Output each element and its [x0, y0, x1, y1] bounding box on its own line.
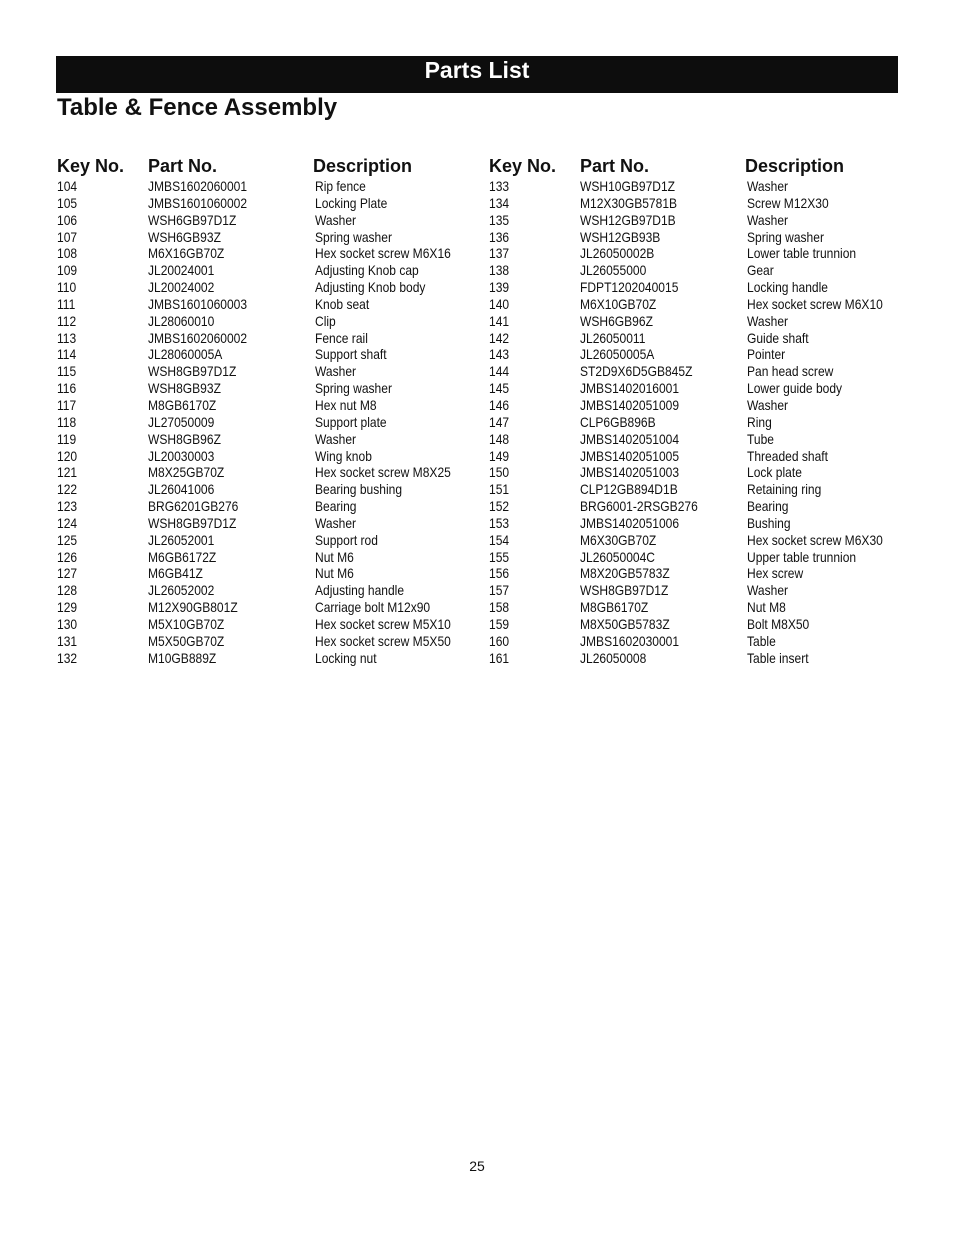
table-row: [489, 330, 909, 347]
description-cell: Hex screw: [747, 565, 804, 582]
description-cell: Table: [747, 632, 776, 649]
table-row: [489, 565, 909, 582]
description-cell: Support rod: [315, 531, 378, 548]
table-row: [489, 296, 909, 313]
key-no-cell: 159: [489, 615, 510, 632]
table-row: [57, 363, 477, 380]
table-row: [489, 549, 909, 566]
description-cell: Support shaft: [315, 346, 387, 363]
table-row: [57, 532, 477, 549]
part-no-cell: ST2D9X6D5GB845Z: [580, 363, 693, 380]
description-cell: Pan head screw: [747, 363, 834, 380]
table-row: [57, 515, 477, 532]
description-cell: Washer: [315, 363, 357, 380]
part-no-cell: JMBS1402051006: [580, 514, 680, 531]
part-no-cell: M6GB6172Z: [148, 548, 217, 565]
description-cell: Washer: [747, 178, 789, 194]
description-cell: Bolt M8X50: [747, 615, 810, 632]
table-row: [57, 464, 477, 481]
key-no-cell: 106: [57, 211, 78, 228]
key-no-cell: 123: [57, 498, 78, 515]
description-cell: Clip: [315, 312, 336, 329]
description-cell: Washer: [315, 211, 357, 228]
part-no-cell: JL26052002: [148, 582, 215, 599]
key-no-cell: 137: [489, 245, 510, 262]
part-no-cell: M8GB6170Z: [148, 396, 217, 413]
key-no-cell: 136: [489, 228, 510, 245]
key-no-cell: 129: [57, 599, 78, 616]
table-row: [489, 212, 909, 229]
key-no-cell: 117: [57, 396, 77, 413]
key-no-cell: 147: [489, 413, 510, 430]
table-row: [57, 414, 477, 431]
part-no-cell: JL26041006: [148, 481, 215, 498]
key-no-cell: 144: [489, 363, 510, 380]
table-row: [489, 515, 909, 532]
description-cell: Table insert: [747, 649, 809, 666]
part-no-cell: M8X25GB70Z: [148, 464, 225, 481]
description-cell: Adjusting Knob body: [315, 279, 426, 296]
part-no-cell: JMBS1402051009: [580, 396, 680, 413]
part-no-cell: M6X16GB70Z: [148, 245, 225, 262]
header-key-no: Key No.: [489, 156, 557, 176]
description-cell: Pointer: [747, 346, 786, 363]
description-cell: Wing knob: [315, 447, 372, 464]
part-no-cell: JMBS1602060002: [148, 329, 248, 346]
description-cell: Support plate: [315, 413, 387, 430]
part-no-cell: FDPT1202040015: [580, 279, 679, 296]
description-cell: Lower table trunnion: [747, 245, 857, 262]
description-cell: Tube: [747, 430, 774, 447]
key-no-cell: 133: [489, 178, 510, 194]
description-cell: Hex socket screw M6X16: [315, 245, 451, 262]
description-cell: Washer: [315, 514, 357, 531]
key-no-cell: 124: [57, 514, 78, 531]
header-key-no: Key No.: [57, 156, 125, 176]
table-row: [489, 650, 909, 667]
part-no-cell: BRG6001-2RSGB276: [580, 498, 698, 515]
part-no-cell: M6X30GB70Z: [580, 531, 657, 548]
key-no-cell: 119: [57, 430, 77, 447]
part-no-cell: JMBS1402051003: [580, 464, 680, 481]
key-no-cell: 109: [57, 262, 78, 279]
part-no-cell: JL20024002: [148, 279, 215, 296]
key-no-cell: 120: [57, 447, 78, 464]
description-cell: Spring washer: [315, 380, 392, 397]
description-cell: Adjusting Knob cap: [315, 262, 419, 279]
key-no-cell: 128: [57, 582, 78, 599]
part-no-cell: BRG6201GB276: [148, 498, 239, 515]
description-cell: Hex socket screw M6X10: [747, 295, 883, 312]
part-no-cell: JMBS1601060002: [148, 194, 248, 211]
key-no-cell: 148: [489, 430, 510, 447]
table-row: [57, 380, 477, 397]
description-cell: Nut M6: [315, 548, 354, 565]
table-row: [489, 229, 909, 246]
part-no-cell: M10GB889Z: [148, 649, 217, 666]
key-no-cell: 127: [57, 565, 78, 582]
table-row: [57, 229, 477, 246]
part-no-cell: JL20030003: [148, 447, 215, 464]
part-no-cell: JMBS1402051005: [580, 447, 680, 464]
key-no-cell: 153: [489, 514, 510, 531]
description-cell: Hex socket screw M6X30: [747, 531, 883, 548]
key-no-cell: 152: [489, 498, 510, 515]
part-no-cell: JL26055000: [580, 262, 647, 279]
description-cell: Lock plate: [747, 464, 802, 481]
part-no-cell: WSH6GB93Z: [148, 228, 221, 245]
part-no-cell: JMBS1402016001: [580, 380, 680, 397]
table-row: [57, 245, 477, 262]
part-no-cell: WSH8GB96Z: [148, 430, 221, 447]
part-no-cell: CLP6GB896B: [580, 413, 656, 430]
description-cell: Ring: [747, 413, 772, 430]
part-no-cell: JL26050004C: [580, 548, 655, 565]
table-header: [57, 154, 477, 178]
part-no-cell: WSH6GB96Z: [580, 312, 653, 329]
parts-table-right: [489, 154, 909, 666]
key-no-cell: 113: [57, 329, 77, 346]
key-no-cell: 121: [57, 464, 78, 481]
key-no-cell: 118: [57, 413, 77, 430]
key-no-cell: 142: [489, 329, 510, 346]
table-row: [489, 431, 909, 448]
description-cell: Washer: [747, 211, 789, 228]
table-row: [57, 498, 477, 515]
description-cell: Carriage bolt M12x90: [315, 599, 431, 616]
key-no-cell: 151: [489, 481, 510, 498]
table-row: [489, 448, 909, 465]
key-no-cell: 114: [57, 346, 77, 363]
description-cell: Hex socket screw M5X50: [315, 632, 451, 649]
part-no-cell: JMBS1601060003: [148, 295, 248, 312]
table-row: [489, 599, 909, 616]
description-cell: Threaded shaft: [747, 447, 828, 464]
description-cell: Spring washer: [315, 228, 392, 245]
key-no-cell: 122: [57, 481, 78, 498]
table-row: [489, 464, 909, 481]
table-row: [489, 279, 909, 296]
table-row: [57, 212, 477, 229]
part-no-cell: M5X10GB70Z: [148, 615, 225, 632]
table-row: [489, 363, 909, 380]
key-no-cell: 161: [489, 649, 510, 666]
table-row: [489, 380, 909, 397]
page-number: 25: [469, 1158, 485, 1174]
key-no-cell: 108: [57, 245, 78, 262]
table-row: [57, 565, 477, 582]
section-title: Table & Fence Assembly: [57, 94, 338, 121]
description-cell: Screw M12X30: [747, 194, 829, 211]
key-no-cell: 104: [57, 178, 78, 194]
description-cell: Washer: [747, 312, 789, 329]
part-no-cell: JL26050002B: [580, 245, 655, 262]
part-no-cell: JL27050009: [148, 413, 215, 430]
table-row: [489, 582, 909, 599]
key-no-cell: 105: [57, 194, 78, 211]
table-row: [57, 616, 477, 633]
table-row: [57, 650, 477, 667]
table-row: [57, 582, 477, 599]
table-row: [57, 195, 477, 212]
part-no-cell: JL26050005A: [580, 346, 655, 363]
description-cell: Fence rail: [315, 329, 368, 346]
table-row: [489, 313, 909, 330]
part-no-cell: JL26050008: [580, 649, 647, 666]
part-no-cell: M8GB6170Z: [580, 599, 649, 616]
table-row: [57, 346, 477, 363]
description-cell: Gear: [747, 262, 774, 279]
key-no-cell: 157: [489, 582, 510, 599]
description-cell: Bushing: [747, 514, 791, 531]
description-cell: Lower guide body: [747, 380, 843, 397]
key-no-cell: 155: [489, 548, 510, 565]
description-cell: Hex socket screw M5X10: [315, 615, 451, 632]
table-row: [57, 633, 477, 650]
description-cell: Nut M8: [747, 599, 786, 616]
description-cell: Bearing bushing: [315, 481, 403, 498]
key-no-cell: 135: [489, 211, 510, 228]
table-body-left: [57, 178, 477, 666]
key-no-cell: 140: [489, 295, 510, 312]
description-cell: Knob seat: [315, 295, 370, 312]
part-no-cell: M12X90GB801Z: [148, 599, 238, 616]
table-row: [489, 633, 909, 650]
table-row: [57, 599, 477, 616]
part-no-cell: WSH8GB97D1Z: [148, 363, 237, 380]
part-no-cell: JL28060005A: [148, 346, 223, 363]
part-no-cell: JMBS1602060001: [148, 178, 248, 194]
description-cell: Hex socket screw M8X25: [315, 464, 451, 481]
key-no-cell: 146: [489, 396, 510, 413]
table-row: [489, 178, 909, 195]
part-no-cell: M12X30GB5781B: [580, 194, 678, 211]
part-no-cell: JMBS1602030001: [580, 632, 680, 649]
table-row: [57, 397, 477, 414]
table-row: [57, 481, 477, 498]
key-no-cell: 138: [489, 262, 510, 279]
part-no-cell: WSH12GB97D1B: [580, 211, 676, 228]
part-no-cell: WSH12GB93B: [580, 228, 661, 245]
description-cell: Locking nut: [315, 649, 377, 666]
table-row: [489, 245, 909, 262]
table-row: [489, 498, 909, 515]
parts-list-banner: Parts List: [56, 56, 898, 93]
part-no-cell: JL28060010: [148, 312, 215, 329]
key-no-cell: 111: [57, 295, 76, 312]
description-cell: Hex nut M8: [315, 396, 377, 413]
key-no-cell: 149: [489, 447, 510, 464]
description-cell: Retaining ring: [747, 481, 822, 498]
header-part-no: Part No.: [148, 156, 218, 176]
part-no-cell: M8X50GB5783Z: [580, 615, 670, 632]
key-no-cell: 150: [489, 464, 510, 481]
part-no-cell: WSH6GB97D1Z: [148, 211, 237, 228]
description-cell: Locking Plate: [315, 194, 388, 211]
key-no-cell: 134: [489, 194, 510, 211]
table-row: [489, 397, 909, 414]
table-row: [489, 195, 909, 212]
description-cell: Spring washer: [747, 228, 824, 245]
key-no-cell: 116: [57, 380, 77, 397]
table-row: [489, 616, 909, 633]
key-no-cell: 154: [489, 531, 510, 548]
key-no-cell: 131: [57, 632, 78, 649]
key-no-cell: 115: [57, 363, 77, 380]
part-no-cell: M8X20GB5783Z: [580, 565, 670, 582]
table-body-right: [489, 178, 909, 666]
part-no-cell: JMBS1402051004: [580, 430, 680, 447]
part-no-cell: WSH10GB97D1Z: [580, 178, 676, 194]
table-row: [57, 313, 477, 330]
table-row: [489, 532, 909, 549]
part-no-cell: WSH8GB97D1Z: [148, 514, 237, 531]
key-no-cell: 132: [57, 649, 78, 666]
description-cell: Rip fence: [315, 178, 366, 194]
table-row: [57, 549, 477, 566]
part-no-cell: M5X50GB70Z: [148, 632, 225, 649]
part-no-cell: JL26050011: [580, 329, 646, 346]
description-cell: Bearing: [315, 498, 357, 515]
table-row: [489, 414, 909, 431]
table-row: [57, 330, 477, 347]
part-no-cell: JL26052001: [148, 531, 215, 548]
part-no-cell: WSH8GB93Z: [148, 380, 221, 397]
description-cell: Locking handle: [747, 279, 829, 296]
key-no-cell: 145: [489, 380, 510, 397]
table-row: [489, 481, 909, 498]
key-no-cell: 107: [57, 228, 78, 245]
key-no-cell: 158: [489, 599, 510, 616]
part-no-cell: M6GB41Z: [148, 565, 203, 582]
description-cell: Bearing: [747, 498, 789, 515]
table-row: [489, 262, 909, 279]
key-no-cell: 130: [57, 615, 78, 632]
key-no-cell: 112: [57, 312, 77, 329]
key-no-cell: 125: [57, 531, 78, 548]
table-row: [57, 296, 477, 313]
description-cell: Washer: [747, 582, 789, 599]
key-no-cell: 141: [489, 312, 510, 329]
part-no-cell: CLP12GB894D1B: [580, 481, 678, 498]
table-header: [489, 154, 909, 178]
description-cell: Nut M6: [315, 565, 354, 582]
key-no-cell: 160: [489, 632, 510, 649]
part-no-cell: M6X10GB70Z: [580, 295, 657, 312]
table-row: [57, 178, 477, 195]
header-part-no: Part No.: [580, 156, 650, 176]
description-cell: Upper table trunnion: [747, 548, 857, 565]
description-cell: Washer: [315, 430, 357, 447]
parts-table-left: [57, 154, 477, 666]
key-no-cell: 126: [57, 548, 78, 565]
table-row: [57, 448, 477, 465]
table-row: [57, 279, 477, 296]
key-no-cell: 156: [489, 565, 510, 582]
part-no-cell: WSH8GB97D1Z: [580, 582, 669, 599]
key-no-cell: 139: [489, 279, 510, 296]
table-row: [57, 431, 477, 448]
description-cell: Washer: [747, 396, 789, 413]
header-description: Description: [745, 156, 845, 176]
part-no-cell: JL20024001: [148, 262, 215, 279]
table-row: [489, 346, 909, 363]
description-cell: Adjusting handle: [315, 582, 405, 599]
table-row: [57, 262, 477, 279]
description-cell: Guide shaft: [747, 329, 809, 346]
key-no-cell: 143: [489, 346, 510, 363]
key-no-cell: 110: [57, 279, 77, 296]
header-description: Description: [313, 156, 413, 176]
